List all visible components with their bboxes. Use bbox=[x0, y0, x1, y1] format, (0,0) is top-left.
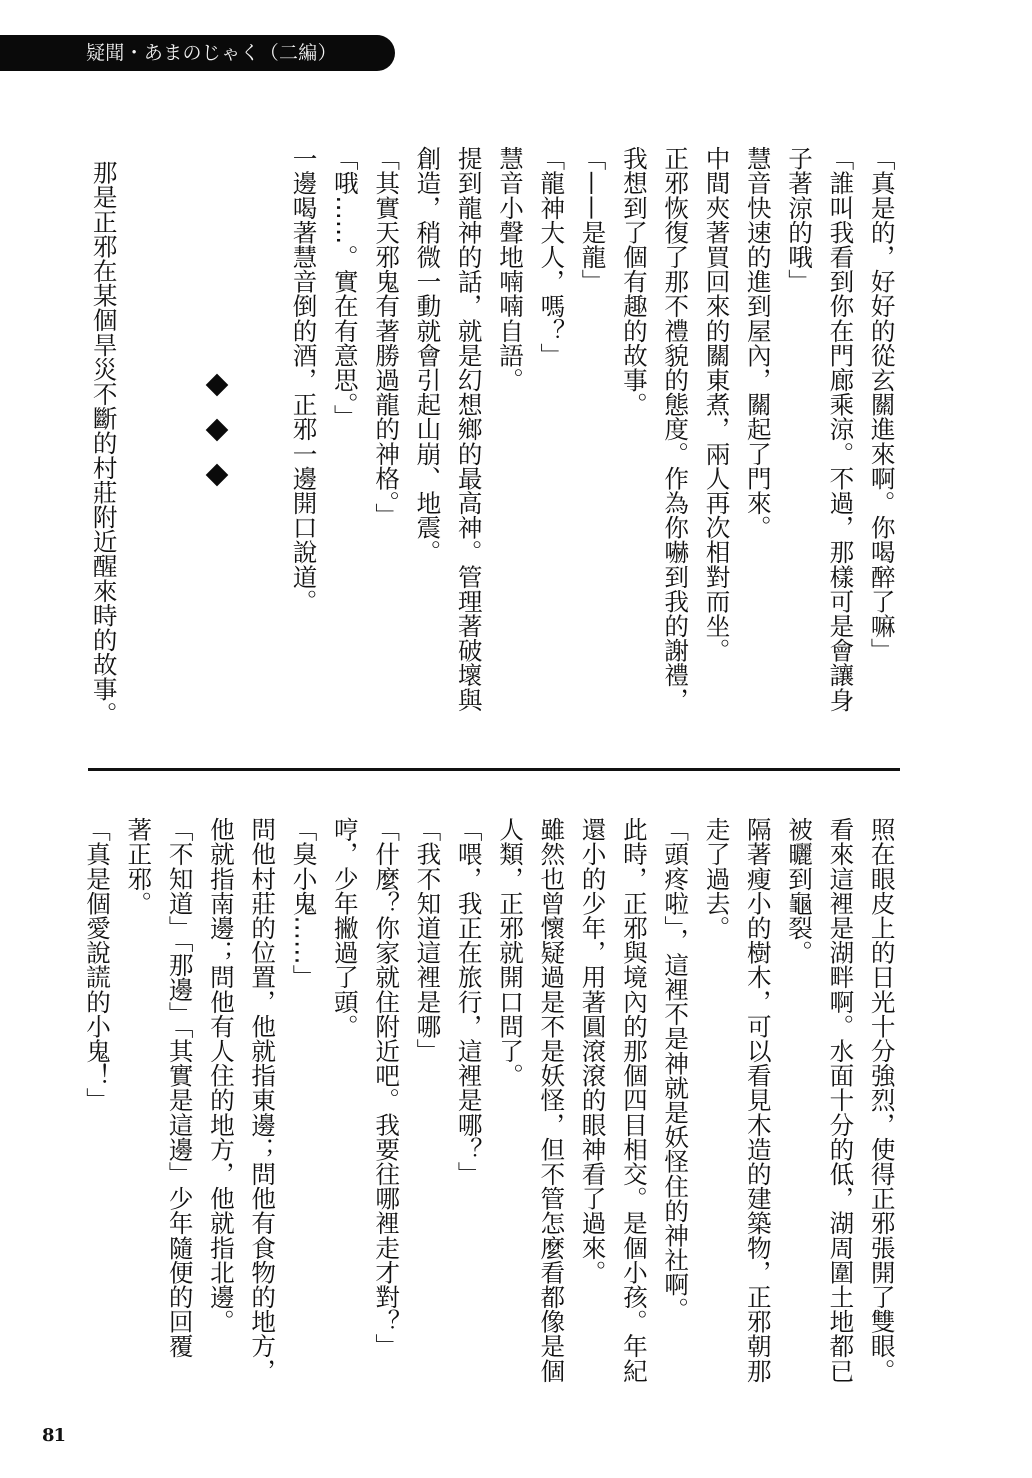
body-text-column: 一邊喝著慧音倒的酒，正邪一邊開口說道。 bbox=[289, 146, 319, 614]
body-text-column: 看來這裡是湖畔啊。水面十分的低，湖周圍土地都已 bbox=[826, 817, 856, 1383]
body-text-column: 還小的少年，用著圓滾滾的眼神看了過來。 bbox=[578, 817, 608, 1285]
body-text-column: 我想到了個有趣的故事。 bbox=[619, 146, 649, 417]
body-text-column: 他就指南邊；問他有人住的地方，他就指北邊。 bbox=[206, 817, 236, 1334]
body-text-column: 「龍神大人，嗎？」 bbox=[537, 146, 567, 368]
body-text-column: 慧音小聲地喃喃自語。 bbox=[496, 146, 526, 392]
body-text-column: 「不知道」「那邊」「其實是這邊」少年隨便的回覆 bbox=[165, 817, 195, 1359]
body-text-column: 慧音快速的進到屋內，關起了門來。 bbox=[743, 146, 773, 540]
section-divider bbox=[88, 768, 900, 771]
body-text-column: 被曬到龜裂。 bbox=[785, 817, 815, 965]
scene-break-diamond-icon bbox=[206, 419, 229, 442]
body-text-column: 「臭小鬼……」 bbox=[289, 817, 319, 990]
body-text-column: 提到龍神的話，就是幻想鄉的最高神。管理著破壞與 bbox=[454, 146, 484, 712]
body-text-column: 中間夾著買回來的關東煮，兩人再次相對而坐。 bbox=[702, 146, 732, 663]
body-text-column: 此時，正邪與境內的那個四目相交。是個小孩。年紀 bbox=[619, 817, 649, 1383]
body-text-column: 「——是龍」 bbox=[578, 146, 608, 294]
body-text-column: 「什麼？你家就住附近吧。我要往哪裡走才對？」 bbox=[372, 817, 402, 1359]
body-text-column: 正邪恢復了那不禮貌的態度。作為你嚇到我的謝禮， bbox=[661, 146, 691, 712]
running-header-title: 疑聞・あまのじゃく（二編） bbox=[86, 42, 337, 64]
body-text-column: 隔著瘦小的樹木，可以看見木造的建築物，正邪朝那 bbox=[743, 817, 773, 1383]
body-text-column: 創造，稍微一動就會引起山崩、地震。 bbox=[413, 146, 443, 565]
body-text-column: 「其實天邪鬼有著勝過龍的神格。」 bbox=[372, 146, 402, 528]
body-text-column: 哼，少年撇過了頭。 bbox=[330, 817, 360, 1039]
bottom-text-section bbox=[77, 817, 903, 1389]
body-text-column: 人類，正邪就開口問了。 bbox=[496, 817, 526, 1088]
body-text-column: 著正邪。 bbox=[124, 817, 154, 916]
body-text-column: 「喂，我正在旅行，這裡是哪？」 bbox=[454, 817, 484, 1186]
body-text-column: 走了過去。 bbox=[702, 817, 732, 940]
body-text-column: 「誰叫我看到你在門廊乘涼。不過，那樣可是會讓身 bbox=[826, 146, 856, 712]
body-text-column: 「我不知道這裡是哪」 bbox=[413, 817, 443, 1063]
scene-opening-column: 那是正邪在某個旱災不斷的村莊附近醒來時的故事。 bbox=[89, 160, 119, 726]
body-text-column: 雖然也曾懷疑過是不是妖怪，但不管怎麼看都像是個 bbox=[537, 817, 567, 1383]
body-text-column: 問他村莊的位置，他就指東邊；問他有食物的地方， bbox=[248, 817, 278, 1383]
page-number: 81 bbox=[42, 1425, 66, 1446]
scene-break-diamond-icon bbox=[206, 464, 229, 487]
body-text-column: 「哦……。實在有意思。」 bbox=[330, 146, 360, 429]
body-text-column: 「頭疼啦」，這裡不是神就是妖怪住的神社啊。 bbox=[661, 817, 691, 1322]
top-text-section bbox=[283, 146, 903, 718]
running-header-bar bbox=[0, 35, 395, 71]
body-text-column: 「真是個愛說謊的小鬼！」 bbox=[83, 817, 113, 1113]
body-text-column: 子著涼的哦」 bbox=[785, 146, 815, 294]
body-text-column: 「真是的，好好的從玄關進來啊。你喝醉了嘛」 bbox=[867, 146, 897, 663]
body-text-column: 照在眼皮上的日光十分強烈，使得正邪張開了雙眼。 bbox=[867, 817, 897, 1383]
scene-break-diamond-icon bbox=[206, 374, 229, 397]
